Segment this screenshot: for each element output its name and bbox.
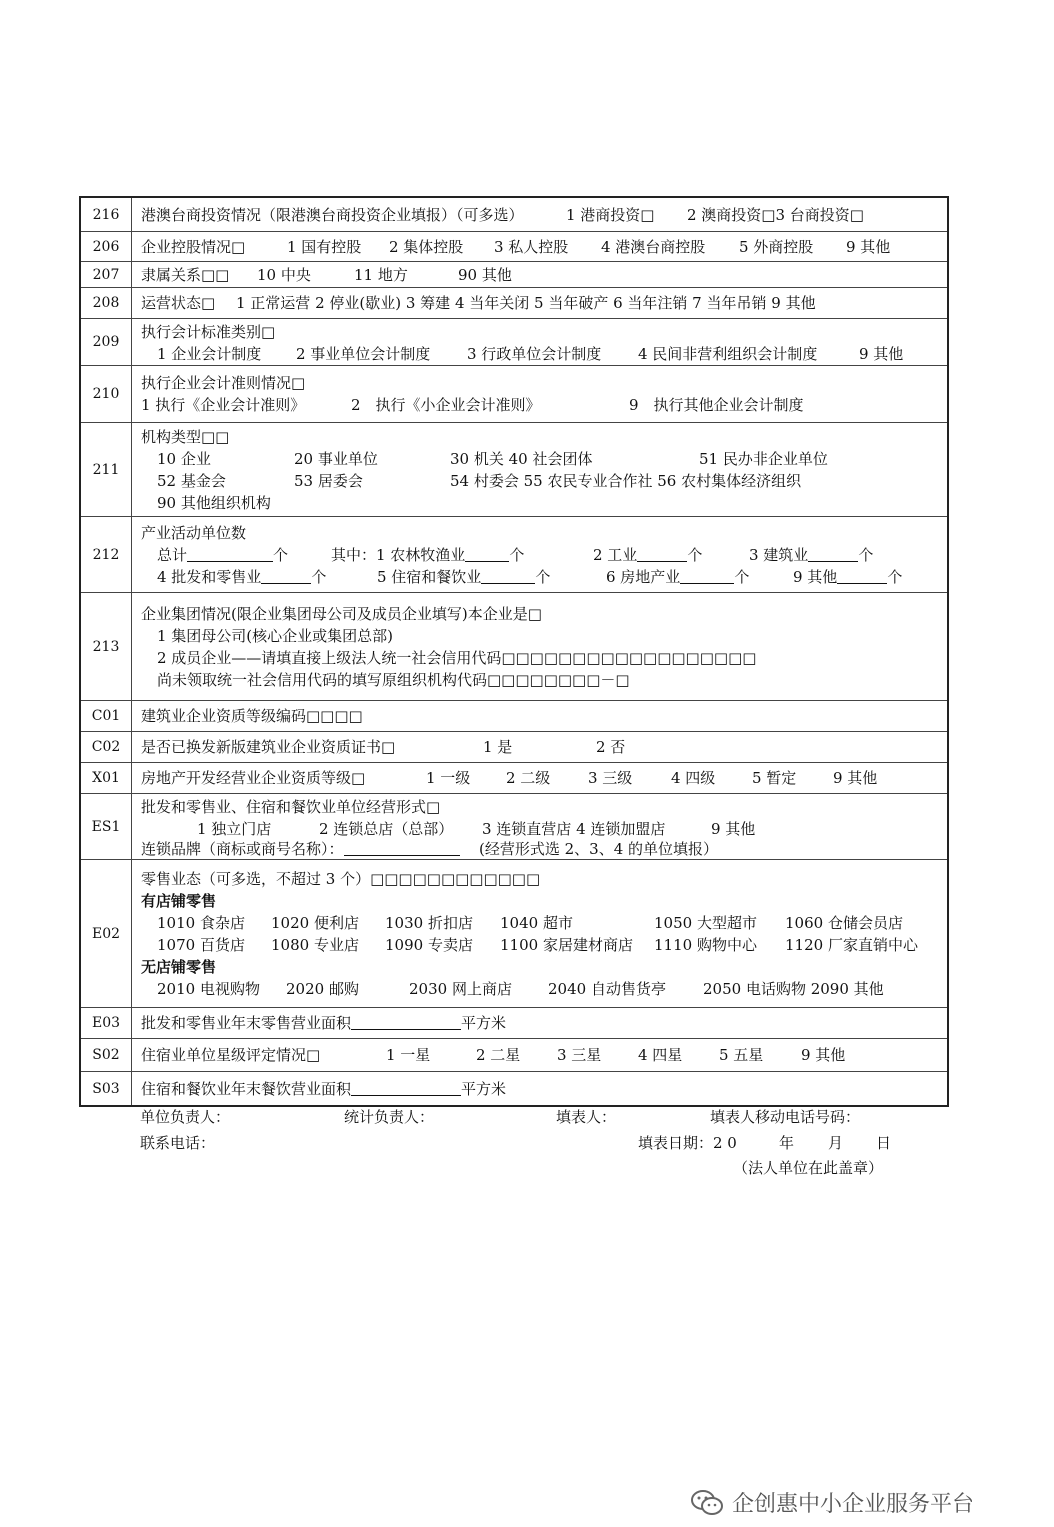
option: 1 独立门店 <box>197 820 272 838</box>
unit: 个 <box>509 545 525 564</box>
option: 54 村委会 55 农民专业合作社 56 农村集体经济组织 <box>450 471 802 490</box>
construction-field[interactable] <box>808 546 858 562</box>
row-code: 207 <box>81 262 132 287</box>
option: 5 暂定 <box>752 769 797 787</box>
option: 2020 邮购 <box>286 979 359 998</box>
row-code: C02 <box>81 732 132 762</box>
unit: 个 <box>311 567 327 586</box>
institution-type-label[interactable]: 机构类型□□ <box>141 427 230 446</box>
unit: 个 <box>535 567 551 586</box>
unit-head-label: 单位负责人： <box>140 1108 231 1126</box>
option: 1 是 <box>483 738 513 756</box>
option: 1100 家居建材商店 <box>500 935 633 954</box>
option: 51 民办非企业单位 <box>699 449 828 468</box>
filler-label: 填表人： <box>556 1108 617 1126</box>
enterprise-group-label[interactable]: 企业集团情况(限企业集团母公司及成员企业填写)本企业是□ <box>141 604 542 623</box>
option: 2 执行《小企业会计准则》 <box>351 396 541 414</box>
catering-area-label: 住宿和餐饮业年末餐饮营业面积 <box>141 1079 352 1098</box>
row-209 <box>81 319 947 366</box>
option: 2030 网上商店 <box>409 979 512 998</box>
affiliation-label[interactable]: 隶属关系□□ <box>141 266 230 284</box>
row-code: S03 <box>81 1072 132 1105</box>
filler-mobile-label: 填表人移动电话号码： <box>710 1108 861 1126</box>
option: 1040 超市 <box>500 913 573 932</box>
row-code: S02 <box>81 1039 132 1071</box>
option: 1010 食杂店 <box>157 913 245 932</box>
option: 1 一星 <box>386 1046 431 1064</box>
row-code: 208 <box>81 288 132 318</box>
agriculture-field[interactable] <box>465 546 509 562</box>
new-certificate-label[interactable]: 是否已换发新版建筑业企业资质证书□ <box>141 738 396 756</box>
option: 3 三级 <box>588 769 633 787</box>
year-label: 年 <box>779 1134 795 1152</box>
other-label: 9 其他 <box>793 567 838 586</box>
option: 9 其他 <box>859 345 904 363</box>
holding-status-label[interactable]: 企业控股情况□ <box>141 237 246 256</box>
option: 3 私人控股 <box>494 237 569 256</box>
option: 1080 专业店 <box>271 935 359 954</box>
construction-qualification-code[interactable]: 建筑业企业资质等级编码□□□□ <box>141 707 363 725</box>
unit: 个 <box>273 545 289 564</box>
option: 1070 百货店 <box>157 935 245 954</box>
option: 1 一级 <box>426 769 471 787</box>
row-211 <box>81 423 947 517</box>
option: 9 其他 <box>711 820 756 838</box>
seal-note: （法人单位在此盖章） <box>733 1159 884 1177</box>
total-field[interactable] <box>187 546 273 562</box>
row-code: 211 <box>81 423 132 516</box>
day-label: 日 <box>876 1134 892 1152</box>
unit: 个 <box>687 545 703 564</box>
wechat-icon <box>690 1489 724 1517</box>
other-field[interactable] <box>837 568 887 584</box>
real-estate-label: 6 房地产业 <box>606 567 681 586</box>
option: 1120 厂家直销中心 <box>785 935 918 954</box>
option: 9 其他 <box>833 769 878 787</box>
option: 1060 仓储会员店 <box>785 913 903 932</box>
option: 9 执行其他企业会计制度 <box>629 396 804 414</box>
chain-brand-label: 连锁品牌（商标或商号名称）： <box>141 839 344 858</box>
option: 2 二星 <box>476 1046 521 1064</box>
row-213 <box>81 593 947 701</box>
macao-taiwan-investment-option[interactable]: 2 澳商投资□3 台商投资□ <box>687 205 864 224</box>
row-s03 <box>81 1072 947 1105</box>
option: 9 其他 <box>801 1046 846 1064</box>
option: 4 四级 <box>671 769 716 787</box>
accounting-standard-label[interactable]: 执行会计标准类别□ <box>141 323 276 341</box>
option: 9 其他 <box>846 237 891 256</box>
chain-brand-note: (经营形式选 2、3、4 的单位填报） <box>479 839 719 858</box>
option: 3 连锁直营店 4 连锁加盟店 <box>482 820 666 838</box>
row-216 <box>81 198 947 232</box>
store-retail-heading: 有店铺零售 <box>141 891 217 910</box>
option: 1 执行《企业会计准则》 <box>141 396 306 414</box>
watermark <box>690 1487 974 1518</box>
industry-label: 2 工业 <box>593 545 638 564</box>
unit: 平方米 <box>461 1079 507 1098</box>
row-code: ES1 <box>81 794 132 859</box>
fill-date-label: 填表日期：2 0 <box>638 1134 737 1152</box>
business-form-label[interactable]: 批发和零售业、住宿和餐饮业单位经营形式□ <box>141 798 441 816</box>
option: 3 行政单位会计制度 <box>467 345 602 363</box>
row-x01 <box>81 763 947 794</box>
hk-macao-taiwan-investment-label: 港澳台商投资情况（限港澳台商投资企业填报）（可多选） <box>141 205 524 224</box>
row-s02 <box>81 1039 947 1072</box>
row-code: X01 <box>81 763 132 793</box>
row-e02 <box>81 860 947 1008</box>
option: 2 集体控股 <box>389 237 464 256</box>
unit: 个 <box>734 567 750 586</box>
row-code: 210 <box>81 366 132 422</box>
option: 2040 自动售货亭 <box>548 979 666 998</box>
option: 2 连锁总店（总部） <box>319 820 454 838</box>
row-e03 <box>81 1008 947 1039</box>
retail-area-field[interactable] <box>351 1014 461 1030</box>
construction-label: 3 建筑业 <box>749 545 809 564</box>
option: 10 中央 <box>257 266 311 284</box>
option: 2050 电话购物 2090 其他 <box>703 979 884 998</box>
statistics-form-table <box>79 196 949 1107</box>
total-label: 总计 <box>157 545 188 564</box>
option: 20 事业单位 <box>294 449 378 468</box>
row-code: 209 <box>81 319 132 365</box>
row-code: 213 <box>81 593 132 700</box>
option: 1110 购物中心 <box>654 935 757 954</box>
option: 5 外商控股 <box>739 237 814 256</box>
option: 2 事业单位会计制度 <box>296 345 431 363</box>
option: 2 否 <box>596 738 626 756</box>
real-estate-field[interactable] <box>680 568 734 584</box>
retail-area-label: 批发和零售业年末零售营业面积 <box>141 1014 352 1032</box>
option: 4 四星 <box>638 1046 683 1064</box>
option: 90 其他组织机构 <box>157 493 271 512</box>
statistics-head-label: 统计负责人： <box>344 1108 435 1126</box>
option: 4 港澳台商控股 <box>601 237 706 256</box>
option: 2010 电视购物 <box>157 979 260 998</box>
row-c01 <box>81 701 947 732</box>
option: 1 集团母公司(核心企业或集团总部) <box>157 626 394 645</box>
credit-code-boxes[interactable]: 2 成员企业——请填直接上级法人统一社会信用代码□□□□□□□□□□□□□□□□□□ <box>157 648 757 667</box>
month-label: 月 <box>828 1134 844 1152</box>
option: 5 五星 <box>719 1046 764 1064</box>
option: 2 二级 <box>506 769 551 787</box>
non-store-retail-heading: 无店铺零售 <box>141 957 217 976</box>
option: 1090 专卖店 <box>385 935 473 954</box>
option: 10 企业 <box>157 449 211 468</box>
row-code: 216 <box>81 198 132 231</box>
industry-units-label: 产业活动单位数 <box>141 523 247 542</box>
option: 1050 大型超市 <box>654 913 757 932</box>
option: 1030 折扣店 <box>385 913 473 932</box>
hk-investment-option[interactable]: 1 港商投资□ <box>566 205 655 224</box>
option: 90 其他 <box>458 266 512 284</box>
wholesale-field[interactable] <box>261 568 311 584</box>
operation-status-label[interactable]: 运营状态□ <box>141 294 216 312</box>
industry-field[interactable] <box>637 546 687 562</box>
row-c02 <box>81 732 947 763</box>
accommodation-field[interactable] <box>481 568 535 584</box>
chain-brand-field[interactable] <box>344 840 460 856</box>
option: 1 国有控股 <box>287 237 362 256</box>
accounting-rules-label[interactable]: 执行企业会计准则情况□ <box>141 374 306 392</box>
row-code: C01 <box>81 701 132 731</box>
row-207 <box>81 262 947 288</box>
row-code: 206 <box>81 232 132 261</box>
accommodation-label: 5 住宿和餐饮业 <box>377 567 482 586</box>
row-code: E02 <box>81 860 132 1007</box>
org-code-boxes[interactable]: 尚未领取统一社会信用代码的填写原组织机构代码□□□□□□□□－□ <box>157 670 630 689</box>
row-es1 <box>81 794 947 860</box>
option: 30 机关 40 社会团体 <box>450 449 593 468</box>
unit: 平方米 <box>461 1014 507 1032</box>
option: 53 居委会 <box>294 471 363 490</box>
row-code: E03 <box>81 1008 132 1038</box>
option: 3 三星 <box>557 1046 602 1064</box>
row-code: 212 <box>81 517 132 592</box>
option: 4 民间非营利组织会计制度 <box>638 345 818 363</box>
unit: 个 <box>887 567 903 586</box>
watermark-text: 企创惠中小企业服务平台 <box>732 1492 975 1517</box>
unit: 个 <box>858 545 874 564</box>
option-list: 1 正常运营 2 停业(歇业) 3 筹建 4 当年关闭 5 当年破产 6 当年注销 7 当年吊销 9 其他 <box>236 294 816 312</box>
row-212 <box>81 517 947 593</box>
option: 1020 便利店 <box>271 913 359 932</box>
option: 52 基金会 <box>157 471 226 490</box>
option: 11 地方 <box>354 266 408 284</box>
row-208 <box>81 288 947 319</box>
row-210 <box>81 366 947 423</box>
contact-phone-label: 联系电话： <box>140 1134 216 1152</box>
row-206 <box>81 232 947 262</box>
retail-format-label[interactable]: 零售业态（可多选，不超过 3 个）□□□□□□□□□□□□ <box>141 869 541 888</box>
option: 1 企业会计制度 <box>157 345 262 363</box>
agriculture-label: 其中：1 农林牧渔业 <box>331 545 466 564</box>
real-estate-qualification-label[interactable]: 房地产开发经营业企业资质等级□ <box>141 769 366 787</box>
hotel-star-rating-label[interactable]: 住宿业单位星级评定情况□ <box>141 1046 321 1064</box>
catering-area-field[interactable] <box>351 1080 461 1096</box>
wholesale-label: 4 批发和零售业 <box>157 567 262 586</box>
